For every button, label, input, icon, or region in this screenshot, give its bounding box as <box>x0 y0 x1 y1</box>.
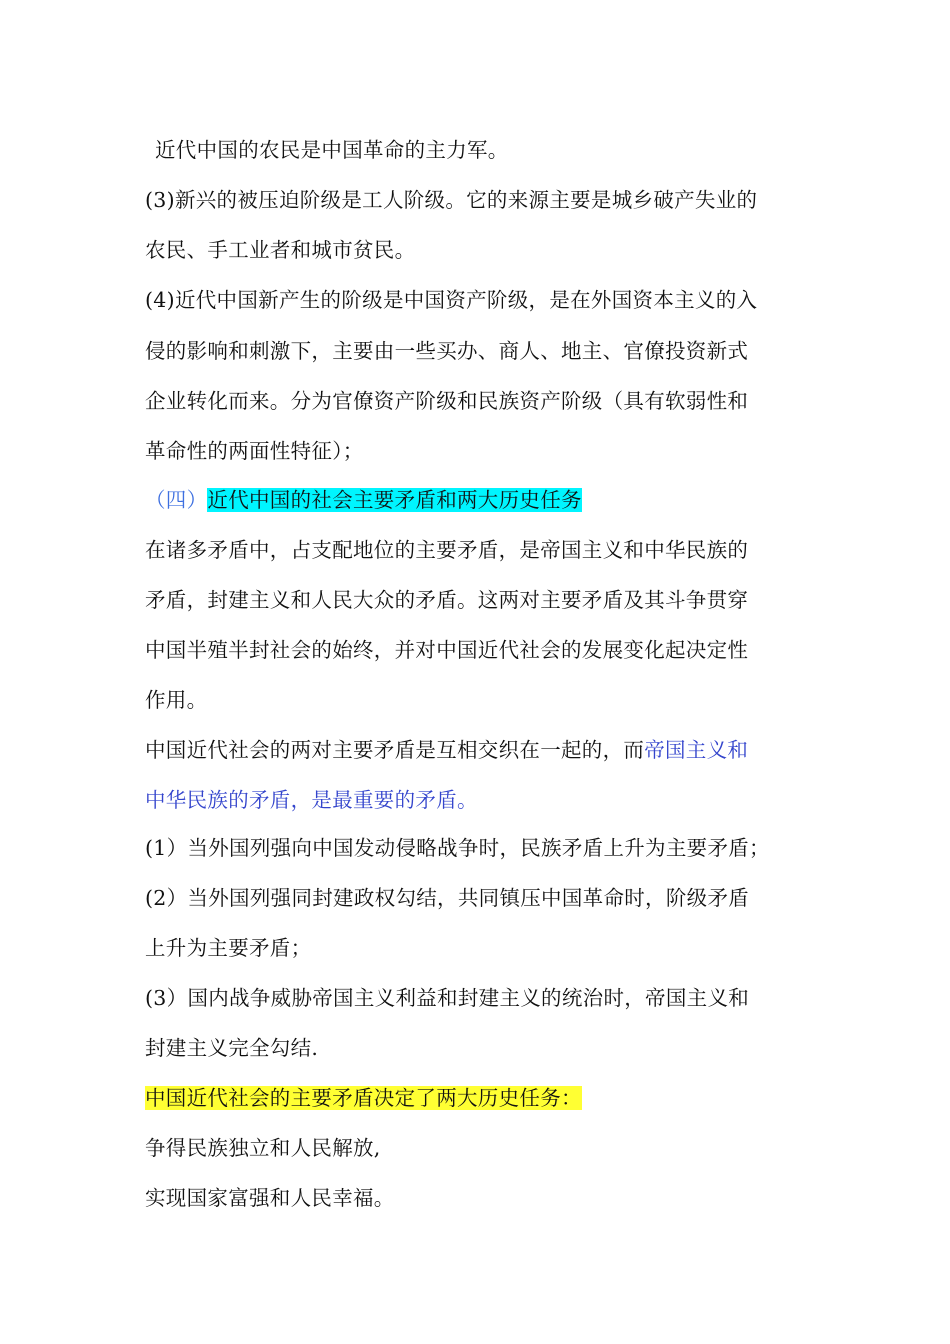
emphasis-line: 中华民族的矛盾，是最重要的矛盾。 <box>145 788 478 812</box>
case-line: (1）当外国列强向中国发动侵略战争时，民族矛盾上升为主要矛盾； <box>145 836 770 860</box>
text-line <box>145 735 748 765</box>
text-line: 作用。 <box>145 688 208 712</box>
text-line: 农民、手工业者和城市贫民。 <box>145 238 416 262</box>
section-number: （四） <box>145 488 208 512</box>
case-line: 封建主义完全勾结. <box>145 1036 319 1060</box>
text-line: 中国半殖半封社会的始终，并对中国近代社会的发展变化起决定性 <box>145 638 749 662</box>
case-line: 上升为主要矛盾； <box>145 936 312 960</box>
text-line: (4)近代中国新产生的阶级是中国资产阶级，是在外国资本主义的入 <box>145 288 758 312</box>
text-line: 革命性的两面性特征）； <box>145 439 364 463</box>
tasks-heading: 中国近代社会的主要矛盾决定了两大历史任务： <box>145 1086 582 1110</box>
task-item: 实现国家富强和人民幸福。 <box>145 1186 395 1210</box>
text-line: 侵的影响和刺激下，主要由一些买办、商人、地主、官僚投资新式 <box>145 339 749 363</box>
text-line: 企业转化而来。分为官僚资产阶级和民族资产阶级（具有软弱性和 <box>145 389 749 413</box>
text-line: 矛盾，封建主义和人民大众的矛盾。这两对主要矛盾及其斗争贯穿 <box>145 588 749 612</box>
text-line: (3)新兴的被压迫阶级是工人阶级。它的来源主要是城乡破产失业的 <box>145 188 758 212</box>
case-line: (2）当外国列强同封建政权勾结，共同镇压中国革命时，阶级矛盾 <box>145 886 750 910</box>
case-line: (3）国内战争威胁帝国主义利益和封建主义的统治时，帝国主义和 <box>145 986 750 1010</box>
text-line: 在诸多矛盾中，占支配地位的主要矛盾，是帝国主义和中华民族的 <box>145 538 749 562</box>
text-line: 近代中国的农民是中国革命的主力军。 <box>155 138 509 162</box>
task-item: 争得民族独立和人民解放, <box>145 1136 381 1160</box>
section-title: 近代中国的社会主要矛盾和两大历史任务 <box>207 488 582 512</box>
section-heading <box>145 485 582 515</box>
emphasis-text: 帝国主义和 <box>644 738 749 762</box>
plain-text: 中国近代社会的两对主要矛盾是互相交织在一起的，而 <box>145 738 645 762</box>
